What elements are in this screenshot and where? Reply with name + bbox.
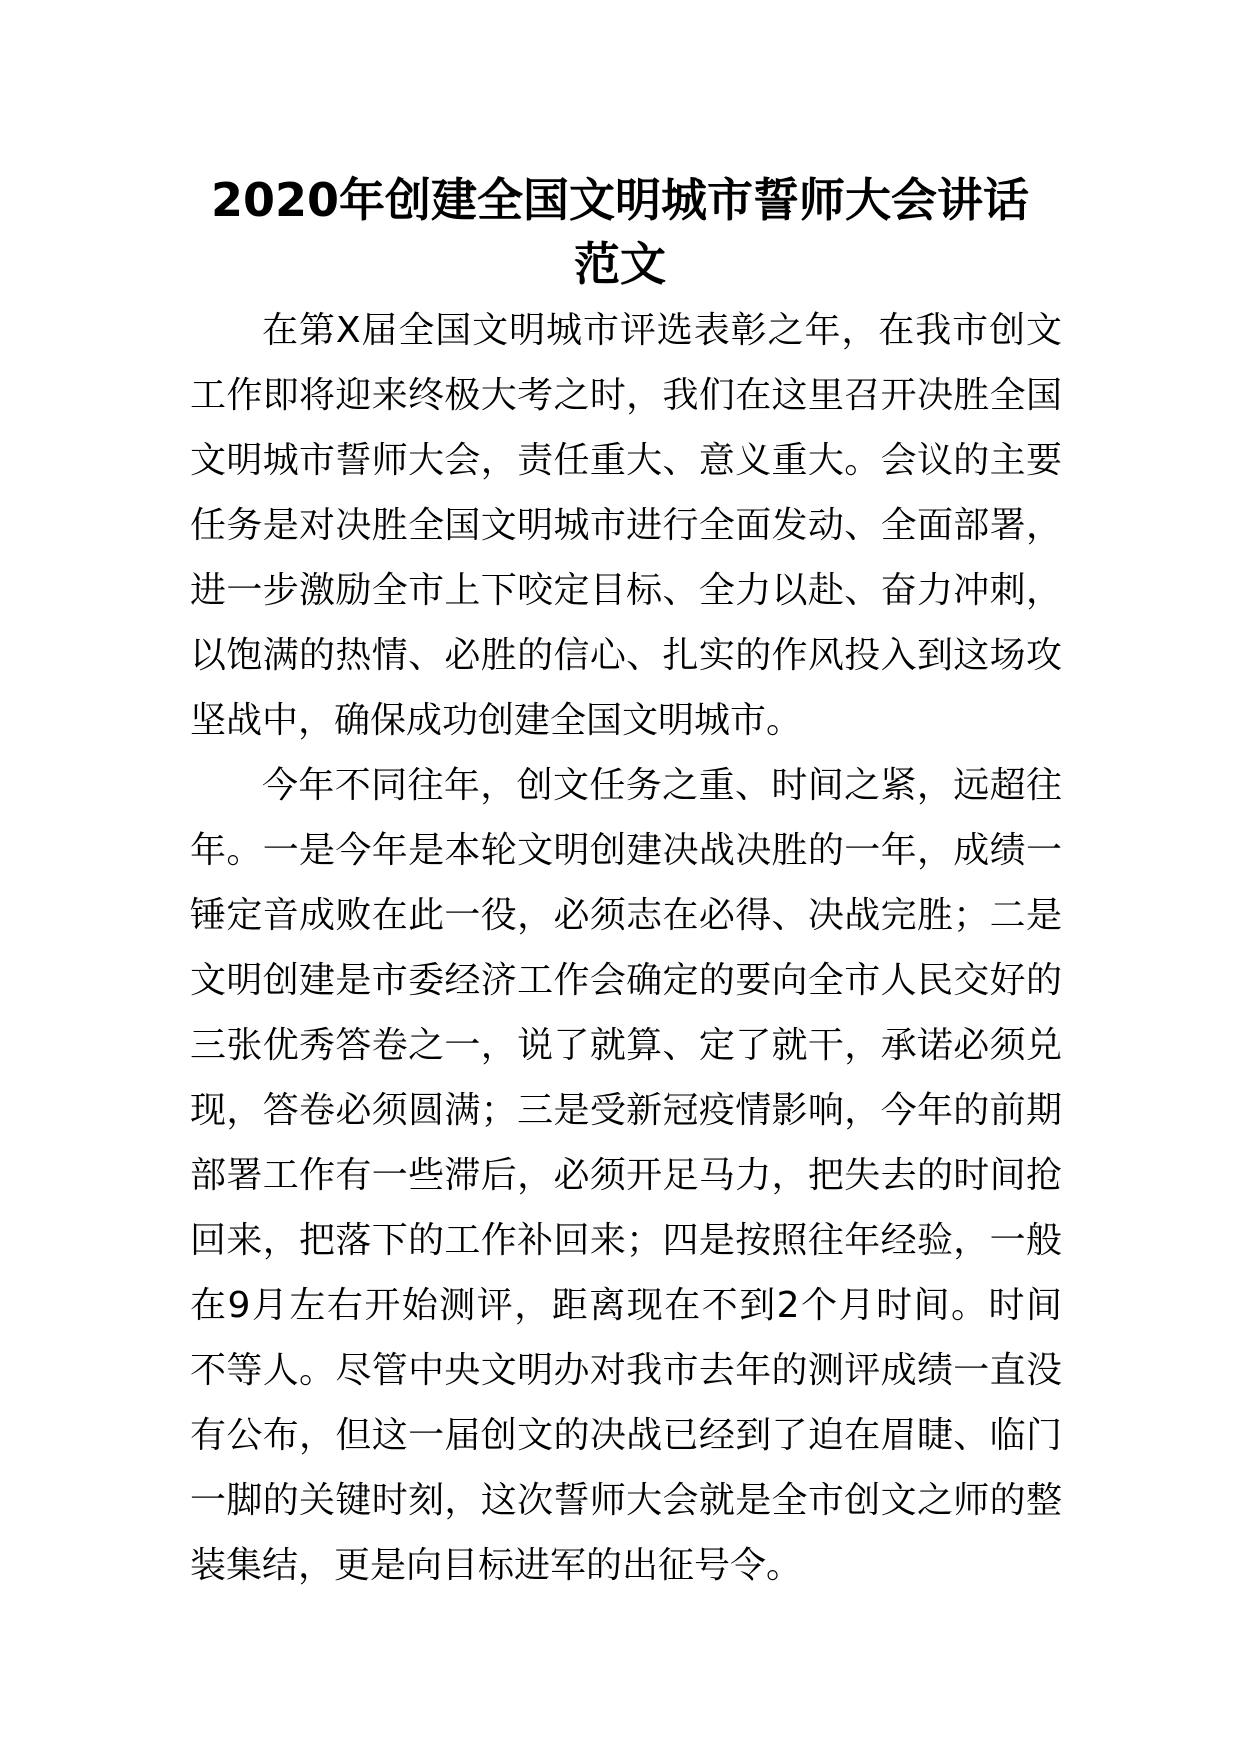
paragraph-2: 今年不同往年，创文任务之重、时间之紧，远超往年。一是今年是本轮文明创建决战决胜的一年，成绩一锤定音成败在此一役，必须志在必得、决战完胜；二是文明创建是市委经济工作会确定的要向全市人民交好的三张优秀答卷之一，说了就算、定了就干，承诺必须兑现，答卷必须圆满；三是受新冠疫情影响，今年的前期部署工作有一些滞后，必须开足马力，把失去的时间抢回来，把落下的工作补回来；四是按照往年经验，一般在9月左右开始测评，距离现在不到2个月时间。时间不等人。尽管中央文明办对我市去年的测评成绩一直没有公布，但这一届创文的决战已经到了迫在眉睫、临门一脚的关键时刻，这次誓师大会就是全市创文之师的整装集结，更是向目标进军的出征号令。 — [190, 765, 1062, 1586]
document-title: 2020年创建全国文明城市誓师大会讲话范文 — [210, 173, 1030, 291]
document-body — [190, 298, 1062, 1598]
paragraph-1: 在第X届全国文明城市评选表彰之年，在我市创文工作即将迎来终极大考之时，我们在这里召开决胜全国文明城市誓师大会，责任重大、意义重大。会议的主要任务是对决胜全国文明城市进行全面发动、全面部署，进一步激励全市上下咬定目标、全力以赴、奋力冲刺，以饱满的热情、必胜的信心、扎实的作风投入到这场攻坚战中，确保成功创建全国文明城市。 — [190, 310, 1062, 741]
